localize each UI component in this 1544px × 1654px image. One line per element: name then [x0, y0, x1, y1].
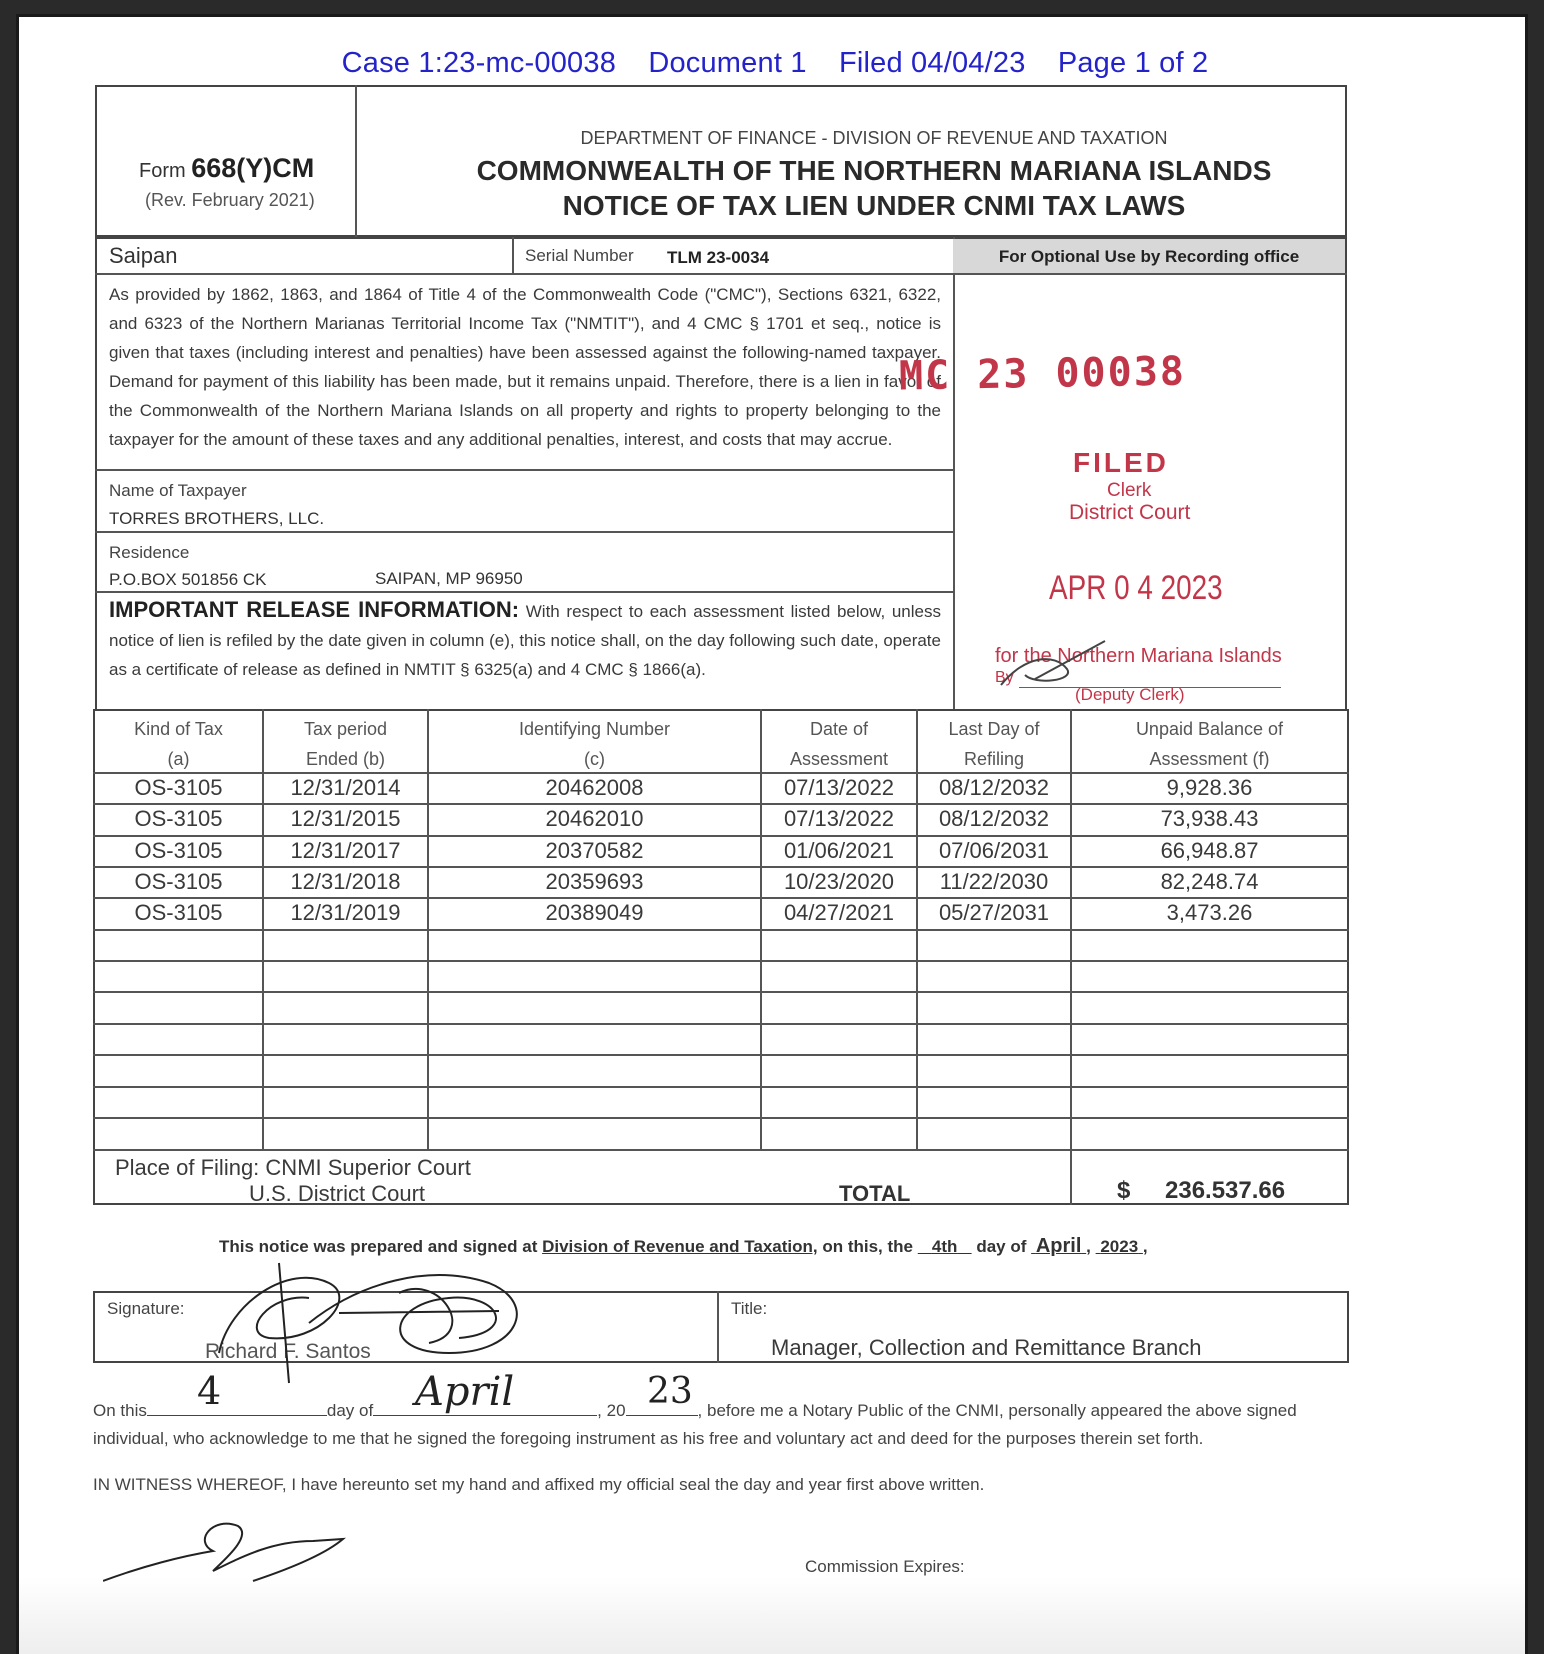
residence-bottom-line [95, 591, 955, 593]
cell-assessment-date: 10/23/2020 [783, 869, 895, 894]
cell-refiling: 05/27/2031 [938, 900, 1050, 925]
stamp-for-line: for the Northern Mariana Islands [995, 645, 1282, 667]
cell-balance: 9,928.36 [1166, 775, 1253, 800]
info-divider [953, 237, 955, 711]
cell-period: 12/31/2018 [290, 869, 401, 894]
cell-kind: OS-3105 [134, 806, 223, 831]
stamp-filed: FILED [1073, 447, 1169, 478]
cell-period: 12/31/2014 [290, 775, 401, 800]
stamp-deputy: (Deputy Clerk) [1075, 685, 1185, 704]
cell-refiling: 11/22/2030 [939, 869, 1049, 894]
column-header-id: Identifying Number (c) [518, 719, 671, 769]
table-row-line [93, 1086, 1349, 1088]
optional-use-label: For Optional Use by Recording office [998, 247, 1300, 266]
column-header-balance: Unpaid Balance of Assessment (f) [1135, 719, 1284, 769]
form-number: Form 668(Y)CM [139, 153, 315, 183]
cell-refiling: 08/12/2032 [938, 775, 1050, 800]
table-row-line [93, 803, 1349, 805]
cell-kind: OS-3105 [134, 775, 223, 800]
release-heading: IMPORTANT RELEASE INFORMATION: [109, 597, 520, 622]
cell-period: 12/31/2015 [290, 806, 401, 831]
cell-balance: 82,248.74 [1160, 869, 1259, 894]
stamp-clerk: Clerk [1107, 480, 1152, 501]
table-row-line [93, 960, 1349, 962]
cell-refiling: 07/06/2031 [938, 838, 1050, 863]
cell-assessment-date: 07/13/2022 [783, 806, 895, 831]
document-number: Document 1 [648, 47, 807, 79]
column-header-assessment-date: Date of Assessment [789, 719, 889, 769]
taxpayer-bottom-line [95, 531, 955, 533]
notary-statement-line2: individual, who acknowledge to me that he signed the foregoing instrument as his free and voluntary act and deed for the purposes therein set forth. [93, 1429, 1204, 1448]
form-title-line2: NOTICE OF TAX LIEN UNDER CNMI TAX LAWS [562, 190, 1186, 221]
total-value: 236.537.66 [1165, 1177, 1286, 1204]
cell-assessment-date: 01/06/2021 [783, 838, 895, 863]
cell-kind: OS-3105 [134, 869, 223, 894]
table-row-line [93, 1054, 1349, 1056]
court-filing-header [19, 47, 1528, 80]
residence-label: Residence [109, 543, 190, 562]
cell-id: 20462008 [545, 775, 644, 800]
form-title-line1: COMMONWEALTH OF THE NORTHERN MARIANA ISLANDS [476, 155, 1272, 186]
signature-divider [717, 1291, 719, 1363]
table-row-line [93, 1149, 1349, 1151]
cell-assessment-date: 04/27/2021 [783, 900, 895, 925]
release-information [109, 595, 941, 684]
total-currency: $ [1117, 1177, 1131, 1204]
signer-name: Richard F. Santos [205, 1340, 371, 1363]
filed-date: Filed 04/04/23 [838, 47, 1026, 79]
cell-balance: 73,938.43 [1160, 806, 1259, 831]
title-label: Title: [731, 1299, 768, 1318]
residence-address: P.O.BOX 501856 CK [109, 570, 267, 589]
column-header-period: Tax period Ended (b) [303, 719, 388, 769]
notary-year-handwritten: 23 [647, 1371, 693, 1412]
serial-label: Serial Number [525, 246, 634, 265]
signature-label: Signature: [107, 1299, 185, 1318]
cell-kind: OS-3105 [134, 838, 223, 863]
cell-id: 20359693 [545, 869, 644, 894]
document-page [16, 14, 1528, 1654]
cell-id: 20370582 [545, 838, 644, 863]
notary-day-handwritten: 4 [197, 1369, 222, 1413]
table-row-line [93, 929, 1349, 931]
table-row-line [93, 1117, 1349, 1119]
witness-statement: IN WITNESS WHEREOF, I have hereunto set my hand and affixed my official seal the day and year first above written. [93, 1475, 985, 1494]
table-row-line [93, 772, 1349, 774]
table-row-line [93, 866, 1349, 868]
statement-bottom-line [95, 469, 955, 471]
stamp-case-number: MC 23 00038 [898, 348, 1187, 400]
release-text: With respect to each assessment listed below, unless notice of lien is refiled by the date given in column (e), this notice shall, on the day following such date, operate as a certificate of release as defined in NMTIT § 6325(a) and 4 CMC § 1866(a). [109, 602, 941, 679]
table-row-line [93, 897, 1349, 899]
info-row-line [95, 273, 1347, 275]
stamp-signature-mark [995, 635, 1115, 691]
notary-month-handwritten: April [415, 1369, 515, 1415]
bottom-fade [19, 1577, 1528, 1654]
notary-statement: On this day of , 20 , before me a Notary Public of the CNMI, personally appeared the above signed [93, 1401, 1297, 1420]
total-label: TOTAL [839, 1181, 911, 1206]
cell-balance: 66,948.87 [1160, 838, 1259, 863]
lien-statement: As provided by 1862, 1863, and 1864 of Title 4 of the Commonwealth Code ("CMC"), Sections 6321, 6322, and 6323 of the Northern Marianas Territorial Income Tax ("NMTIT"), and 4 CMC § 1701 et seq., notice is given that taxes (including interest and penalties) have been assessed against the following-named taxpayer. Demand for payment of this liability has been made, but it remains unpaid. Therefore, there is a lien in favor of the Commonwealth of the Northern Mariana Islands on all property and rights to property belonging to the taxpayer for the amount of these taxes and any additional penalties, interest, and costs that may accrue. [109, 285, 941, 449]
serial-divider [512, 237, 514, 275]
page-number: Page 1 of 2 [1057, 47, 1209, 79]
place-of-filing: Place of Filing: CNMI Superior Court [115, 1155, 471, 1180]
table-row-line [93, 835, 1349, 837]
stamp-date: APR 0 4 2023 [1049, 569, 1223, 607]
cell-refiling: 08/12/2032 [938, 806, 1050, 831]
place-of-filing-2: U.S. District Court [249, 1181, 426, 1206]
taxpayer-name: TORRES BROTHERS, LLC. [109, 509, 325, 528]
case-number: Case 1:23-mc-00038 [341, 47, 617, 79]
table-row-line [93, 991, 1349, 993]
column-header-refiling: Last Day of Refiling [948, 719, 1040, 769]
prepared-statement: This notice was prepared and signed at Division of Revenue and Taxation, on this, the 4th day of April , 2023 , [219, 1235, 1148, 1257]
cell-period: 12/31/2017 [290, 838, 401, 863]
serial-value: TLM 23-0034 [667, 248, 770, 267]
cell-assessment-date: 07/13/2022 [783, 775, 895, 800]
taxpayer-label: Name of Taxpayer [109, 481, 247, 500]
table-row-line [93, 1023, 1349, 1025]
cell-id: 20389049 [545, 900, 644, 925]
column-header-kind: Kind of Tax (a) [134, 719, 223, 769]
cell-id: 20462010 [545, 806, 644, 831]
title-divider [355, 85, 357, 237]
cell-period: 12/31/2019 [290, 900, 401, 925]
residence-city: SAIPAN, MP 96950 [375, 569, 523, 588]
location: Saipan [109, 243, 178, 268]
form-revision: (Rev. February 2021) [145, 190, 315, 210]
cell-kind: OS-3105 [134, 900, 223, 925]
stamp-court: District Court [1069, 501, 1191, 524]
commission-expires-label: Commission Expires: [805, 1557, 965, 1576]
department-line: DEPARTMENT OF FINANCE - DIVISION OF REVENUE AND TAXATION [580, 128, 1168, 148]
signer-title: Manager, Collection and Remittance Branch [771, 1335, 1202, 1360]
stamp-by: By [995, 669, 1014, 686]
cell-balance: 3,473.26 [1166, 900, 1253, 925]
